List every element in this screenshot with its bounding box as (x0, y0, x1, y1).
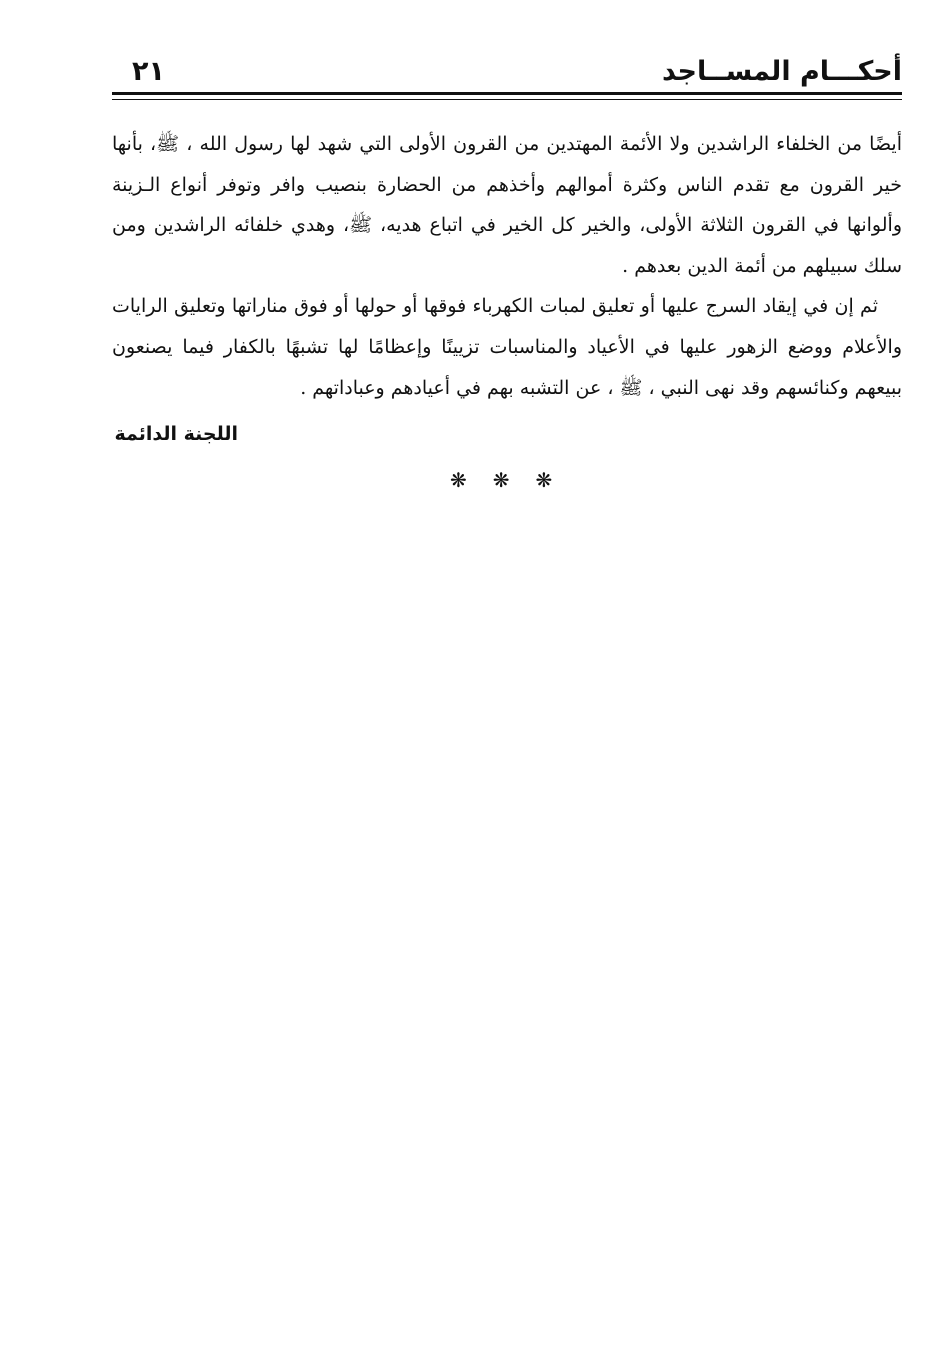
book-title: أحكـــام المســاجد (661, 56, 902, 87)
header-rule-thin (112, 99, 902, 100)
section-separator: ❋❋❋ (450, 468, 579, 492)
page-number: ٢١ (132, 56, 165, 87)
page-header (112, 52, 902, 92)
paragraph: أيضًا من الخلفاء الراشدين ولا الأئمة المهتدين من القرون الأولى التي شهد لها رسول الله ، ﷺ، بأنها خير القرون مع تقدم الناس وكثرة أموالهم وأخذهم من الحضارة بنصيب وافر وتوفر أنواع الـزينة وألوانها في القرون الثلاثة الأولى، والخير كل الخير في اتباع هديه، ﷺ، وهدي خلفائه الراشدين ومن سلك سبيلهم من أئمة الدين بعدهم . (112, 133, 902, 277)
signature: اللجنة الدائمة (114, 423, 238, 445)
header-rule-thick (112, 92, 902, 95)
body-text (112, 124, 902, 408)
paragraph: ثم إن في إيقاد السرج عليها أو تعليق لمبات الكهرباء فوقها أو حولها أو فوق مناراتها وتعليق الرايات والأعلام ووضع الزهور عليها في الأعياد والمناسبات تزيينًا وإعظامًا لها تشبهًا بالكفار فيما يصنعون ببيعهم وكنائسهم وقد نهى النبي ، ﷺ ، عن التشبه بهم في أعيادهم وعباداتهم . (112, 295, 902, 399)
